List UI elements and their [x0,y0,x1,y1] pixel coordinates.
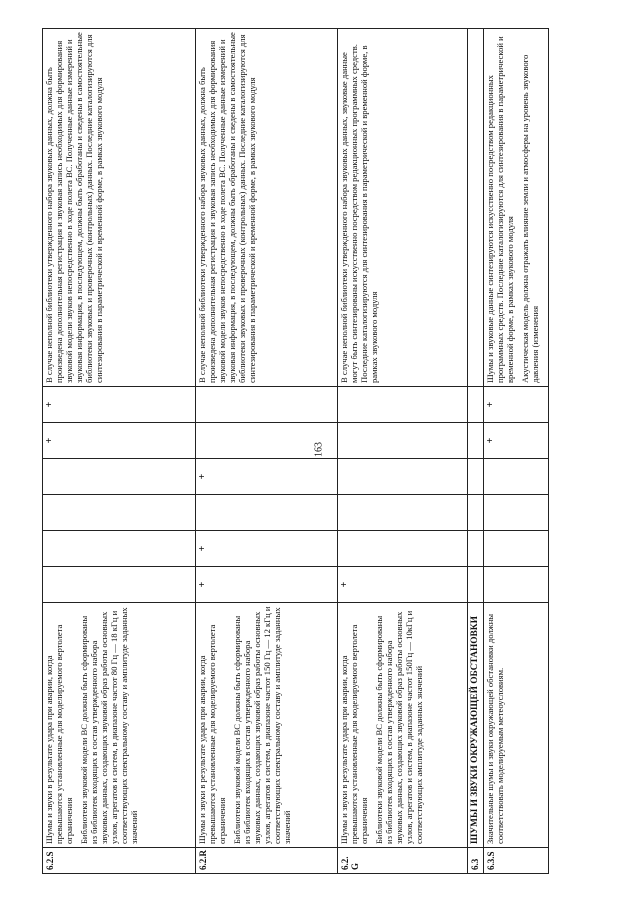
mark-cell: + [484,387,549,423]
row-description: Шумы и звуки в результате удара при аварии, когда превышаются установленные для моделируемого вертолета ограничения Библиотеки звуковой модели ВС должны быть сформированы из библиотек входящих в состав утвержденного набора звуковых данных, создающих звуковой образ работы основных узлов, агрегатов и систем, в диапазоне частот 150 Гц — 12 кГц и соответствующих спектральному составу и амплитуде заданных значений [196,603,338,848]
mark-cell [338,387,468,423]
row-note: В случае неполной библиотеки утвержденного набора звуковых данных, должна быть произведена дополнительная регистрация и звуковая запись необходимых для формирования звуковой модели звуков непосредственно в ходе полета ВС. Полученные данные измерений и звуковая информация, в последующем, должны быть обработаны и сведены в самостоятельные библиотеки звуковых и проверочных (контрольных) данных. Последние каталогизируются для синтезирования в параметрической и временной форме, в рамках звукового модуля [196,29,338,387]
section-row [468,29,484,874]
mark-cell [484,459,549,495]
row-number: 6.2.R [196,848,338,874]
mark-cell [43,567,196,603]
mark-cell [196,495,338,531]
mark-cell [484,567,549,603]
mark-cell: + [338,567,468,603]
page-number: 163 [313,442,325,457]
row-note: Шумы и звуковые данные синтезируются искусственно посредством редакционных программных средств. Последние каталогизируются для синтезирования в параметрической и временной форме, в рамках звукового модуля Акустическая модель должна отражать влияние земли и атмосферы на уровень звукового давления (изменения [484,29,549,387]
row-description: Шумы и звуки в результате удара при аварии, когда превышаются установленные для моделируемого вертолета ограничения Библиотеки звуковой модели ВС должны быть сформированы из библиотек входящих в состав утвержденного набора звуковых данных, создающих звуковой образ работы основных узлов, агрегатов и систем, в диапазоне частот 80 Гц — 18 кГц и соответствующих спектральному составу и амплитуде заданных значений [43,603,196,848]
requirements-table-rotated [42,29,540,874]
row-number: 6.2.S [43,848,196,874]
row-note: В случае неполной библиотеки утвержденного набора звуковых данных, звуковые данные могут быть синтезированы искусственно посредством редакционных программных средств. Последние каталогизируются для синтезирования в параметрической и временной форме, в рамках звукового модуля [338,29,468,387]
table-row [484,29,549,874]
table-row [196,29,338,874]
table-row [43,29,196,874]
mark-cell [196,423,338,459]
mark-cell [43,459,196,495]
mark-cell: + [43,423,196,459]
mark-cell: + [43,387,196,423]
mark-cell [484,531,549,567]
mark-cell [338,423,468,459]
mark-cell [338,531,468,567]
section-title: ШУМЫ И ЗВУКИ ОКРУЖАЮЩЕЙ ОБСТАНОВКИ [468,603,484,848]
mark-cell [338,459,468,495]
row-description: Значительные шумы и звуки окружающей обстановки должны соответствовать моделируемым метеоусловиям. [484,603,549,848]
mark-cell [43,531,196,567]
mark-cell: + [196,567,338,603]
mark-cell: + [484,423,549,459]
row-number: 6.2. G [338,848,468,874]
mark-cell: + [196,531,338,567]
requirements-table [42,28,549,874]
mark-cell [43,495,196,531]
mark-cell: + [196,459,338,495]
row-number: 6.3.S [484,848,549,874]
mark-cell [338,495,468,531]
table-row [338,29,468,874]
section-number: 6.3 [468,848,484,874]
mark-cell [484,495,549,531]
mark-cell [196,387,338,423]
row-description: Шумы и звуки в результате удара при аварии, когда превышаются установленные для моделируемого вертолета ограничения Библиотеки звуковой модели ВС должны быть сформированы из библиотек входящих в состав утвержденного набора звуковых данных, создающих звуковой образ работы основных узлов, агрегатов и систем, в диапазоне частот 150Гц — 10кГц и соответствующих амплитуде заданных значений [338,603,468,848]
row-note: В случае неполной библиотеки утвержденного набора звуковых данных, должна быть произведена дополнительная регистрация и звуковая запись необходимых для формирования звуковой модели звуков непосредственно в ходе полета ВС. Полученные данные измерений и звуковая информация, в последующем, должны быть обработаны и сведены в самостоятельные библиотеки звуковых и проверочных (контрольных) данных. Последние каталогизируются для синтезирования в параметрической и временной форме, в рамках звукового модуля [43,29,196,387]
